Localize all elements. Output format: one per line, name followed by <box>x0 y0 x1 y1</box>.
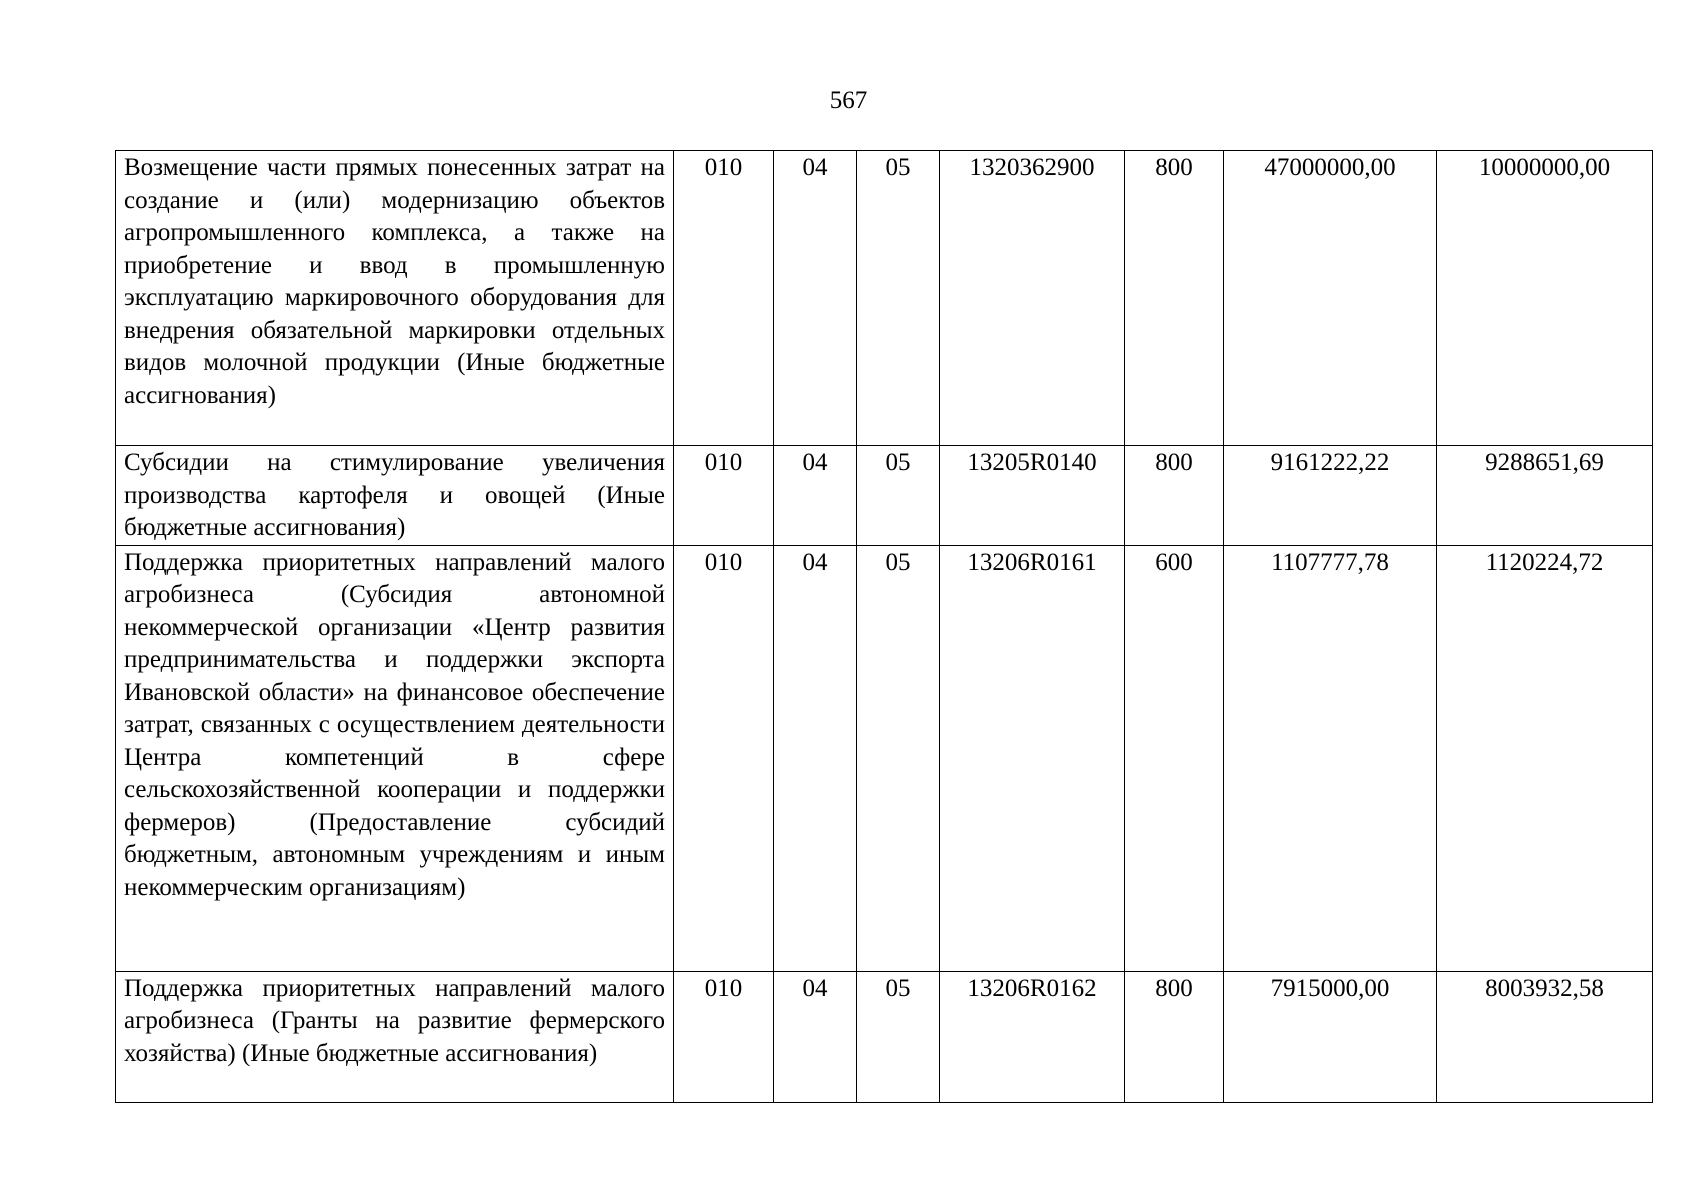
amount-year-2: 8003932,58 <box>1437 971 1653 1102</box>
page-number: 567 <box>829 87 868 114</box>
ministry-code: 010 <box>674 446 774 546</box>
ministry-code: 010 <box>674 971 774 1102</box>
row-description: Поддержка приоритетных направлений малого агробизнеса (Субсидия автономной некоммерческой организации «Центр развития предпринимательства и поддержки экспорта Ивановской области» на финансовое обеспечение затрат, связанных с осуществлением деятельности Центра компетенций в сфере сельскохозяйственной кооперации и поддержки фермеров) (Предоставление субсидий бюджетным, автономным учреждениям и иным некоммерческим организациям) <box>116 545 674 971</box>
table-row <box>116 971 1653 1102</box>
amount-year-2: 9288651,69 <box>1437 446 1653 546</box>
section-code: 04 <box>774 446 857 546</box>
target-article-code: 13206R0161 <box>940 545 1125 971</box>
amount-year-2: 10000000,00 <box>1437 151 1653 446</box>
target-article-code: 1320362900 <box>940 151 1125 446</box>
section-code: 04 <box>774 971 857 1102</box>
ministry-code: 010 <box>674 545 774 971</box>
amount-year-1: 9161222,22 <box>1224 446 1437 546</box>
amount-year-1: 1107777,78 <box>1224 545 1437 971</box>
section-code: 04 <box>774 545 857 971</box>
table-row <box>116 545 1653 971</box>
amount-year-1: 7915000,00 <box>1224 971 1437 1102</box>
amount-year-2: 1120224,72 <box>1437 545 1653 971</box>
row-description: Субсидии на стимулирование увеличения производства картофеля и овощей (Иные бюджетные ассигнования) <box>116 446 674 546</box>
subsection-code: 05 <box>857 971 940 1102</box>
amount-year-1: 47000000,00 <box>1224 151 1437 446</box>
table-row <box>116 446 1653 546</box>
row-description: Возмещение части прямых понесенных затрат на создание и (или) модернизацию объектов агропромышленного комплекса, а также на приобретение и ввод в промышленную эксплуатацию маркировочного оборудования для внедрения обязательной маркировки отдельных видов молочной продукции (Иные бюджетные ассигнования) <box>116 151 674 446</box>
table-row <box>116 151 1653 446</box>
target-article-code: 13205R0140 <box>940 446 1125 546</box>
subsection-code: 05 <box>857 545 940 971</box>
expense-type-code: 600 <box>1125 545 1224 971</box>
subsection-code: 05 <box>857 446 940 546</box>
row-description: Поддержка приоритетных направлений малого агробизнеса (Гранты на развитие фермерского хозяйства) (Иные бюджетные ассигнования) <box>116 971 674 1102</box>
expense-type-code: 800 <box>1125 971 1224 1102</box>
subsection-code: 05 <box>857 151 940 446</box>
expense-type-code: 800 <box>1125 151 1224 446</box>
target-article-code: 13206R0162 <box>940 971 1125 1102</box>
budget-table <box>115 150 1653 1103</box>
expense-type-code: 800 <box>1125 446 1224 546</box>
section-code: 04 <box>774 151 857 446</box>
ministry-code: 010 <box>674 151 774 446</box>
